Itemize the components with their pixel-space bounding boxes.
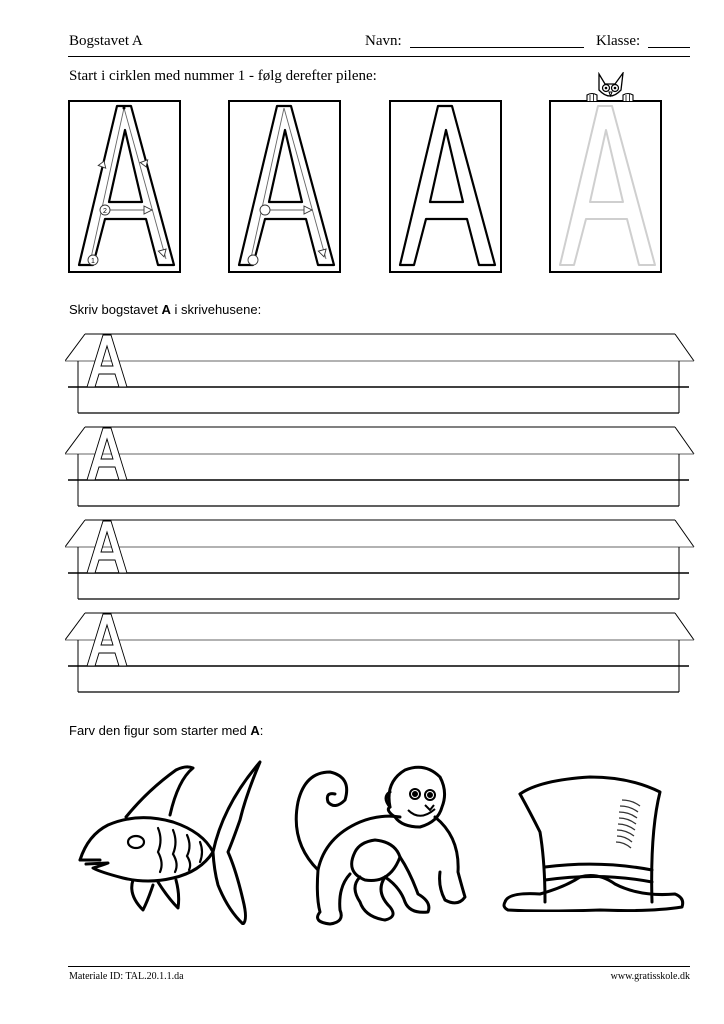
monkey-icon[interactable] [290,762,470,930]
tracing-instruction: Start i cirklen med nummer 1 - følg derefter pilene: [69,68,377,84]
name-field[interactable] [410,47,584,48]
letter-a-guided-icon [230,102,343,275]
website-link[interactable]: www.gratisskole.dk [610,971,690,982]
writing-house-lines [65,518,695,608]
writing-house-row[interactable] [65,425,695,515]
instruction-text: Farv den figur som starter med [69,723,251,738]
material-id: Materiale ID: TAL.20.1.1.da [69,971,184,982]
footer-divider [68,966,690,967]
writing-house-row[interactable] [65,611,695,701]
writing-house-lines [65,332,695,422]
name-label: Navn: [365,33,402,49]
instruction-text: : [259,723,264,738]
tracing-box-faded[interactable] [549,100,662,273]
worksheet-title: Bogstavet A [69,33,143,49]
instruction-text: Skriv bogstavet [69,302,162,317]
letter-a-faded-icon [551,102,664,275]
fish-icon[interactable] [78,760,268,925]
svg-text:1: 1 [91,258,95,265]
letter-a-guided-icon [70,102,183,275]
tracing-box-guided[interactable] [228,100,341,273]
tracing-box-guided-numbered[interactable] [68,100,181,273]
letter-a-outline-icon [391,102,504,275]
instruction-text: i skrivehusene: [170,302,262,317]
writing-instruction [69,302,261,317]
writing-house-row[interactable] [65,332,695,422]
class-label: Klasse: [596,33,641,49]
svg-text:2: 2 [103,208,107,215]
writing-house-lines [65,611,695,701]
class-field[interactable] [648,47,690,48]
header-divider [68,56,690,57]
top-hat-icon[interactable] [500,772,690,912]
writing-house-lines [65,425,695,515]
instruction-letter: A [161,302,171,317]
writing-house-row[interactable] [65,518,695,608]
owl-icon [585,72,635,104]
tracing-box-outline[interactable] [389,100,502,273]
coloring-instruction [69,723,263,738]
instruction-letter: A [250,723,260,738]
